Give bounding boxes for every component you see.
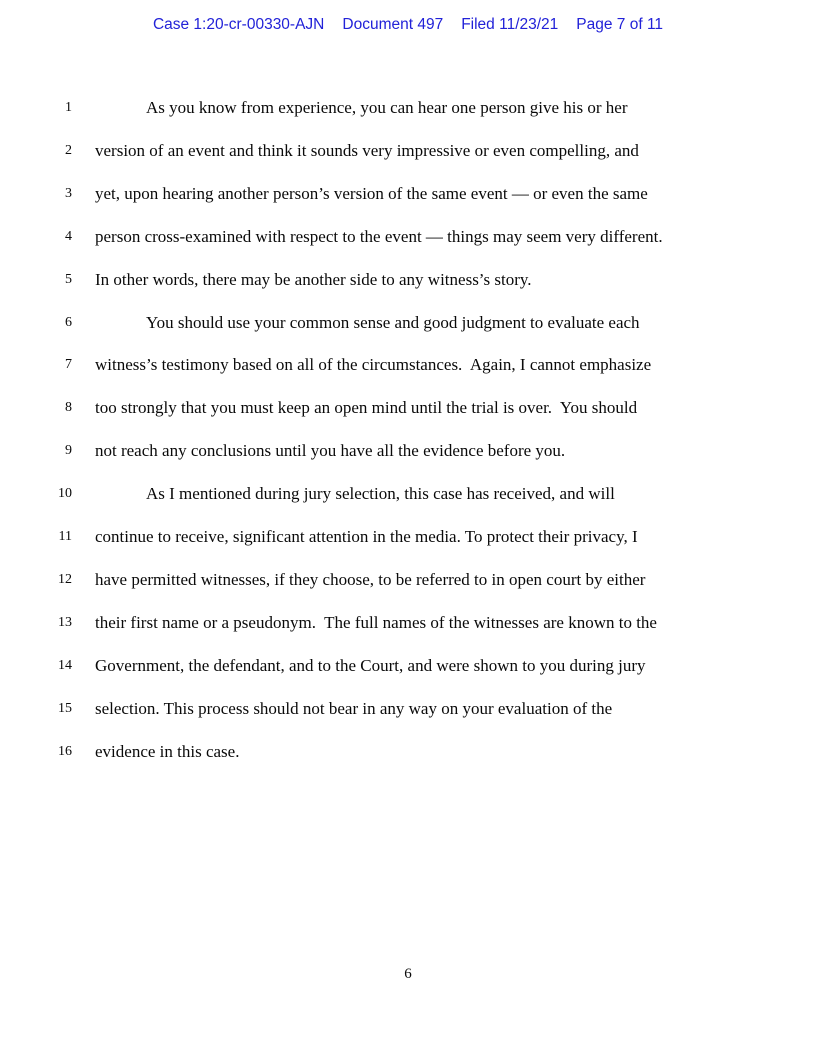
transcript-line [0,172,816,215]
line-text: continue to receive, significant attention in the media. To protect their privacy, I [95,527,638,547]
line-text: yet, upon hearing another person’s version of the same event — or even the same [95,183,648,203]
court-stamp-header [0,16,816,34]
line-text: You should use your common sense and good judgment to evaluate each [146,312,640,332]
line-text: not reach any conclusions until you have all the evidence before you. [95,441,566,461]
line-number: 13 [58,615,72,631]
transcript-line [0,730,816,773]
transcript-line [0,687,816,730]
line-number: 4 [65,228,72,244]
transcript-line [0,516,816,559]
transcript-line [0,129,816,172]
transcript-line [0,344,816,387]
transcript-line [0,215,816,258]
line-number: 10 [58,486,72,502]
transcript-line [0,258,816,301]
line-number: 7 [65,357,72,373]
transcript-line [0,602,816,645]
transcript-line [0,644,816,687]
line-number: 12 [58,572,72,588]
line-text: have permitted witnesses, if they choose, to be referred to in open court by either [95,570,646,590]
line-text: their first name or a pseudonym. The full names of the witnesses are known to the [95,613,657,633]
document-number: Document 497 [342,16,444,33]
line-number: 11 [58,529,72,545]
line-number: 6 [65,314,72,330]
transcript-line [0,87,816,130]
line-number: 14 [58,657,72,673]
line-text: Government, the defendant, and to the Court, and were shown to you during jury [95,655,646,675]
line-number: 8 [65,400,72,416]
transcript-line [0,559,816,602]
line-text: too strongly that you must keep an open mind until the trial is over. You should [95,398,638,418]
transcript-line [0,473,816,516]
page-number: 6 [404,966,412,982]
line-text: evidence in this case. [95,741,240,761]
line-text: As I mentioned during jury selection, this case has received, and will [146,484,615,504]
line-text: witness’s testimony based on all of the circumstances. Again, I cannot emphasize [95,355,652,375]
case-number: Case 1:20-cr-00330-AJN [152,16,325,33]
line-number: 2 [65,142,72,158]
line-text: version of an event and think it sounds very impressive or even compelling, and [95,140,639,160]
line-number: 15 [58,700,72,716]
transcript-line [0,387,816,430]
page-indicator: Page 7 of 11 [576,16,664,33]
line-number: 9 [65,443,72,459]
transcript-line [0,430,816,473]
line-text: As you know from experience, you can hear one person give his or her [146,97,628,117]
line-number: 5 [65,271,72,287]
line-text: person cross-examined with respect to the event — things may seem very different. [95,226,663,246]
filed-date: Filed 11/23/21 [461,16,559,33]
line-text: In other words, there may be another side to any witness’s story. [95,269,532,289]
transcript-body [0,87,816,774]
transcript-line [0,301,816,344]
line-text: selection. This process should not bear in any way on your evaluation of the [95,698,613,718]
line-number: 1 [65,99,72,115]
line-number: 3 [65,185,72,201]
line-number: 16 [58,743,72,759]
